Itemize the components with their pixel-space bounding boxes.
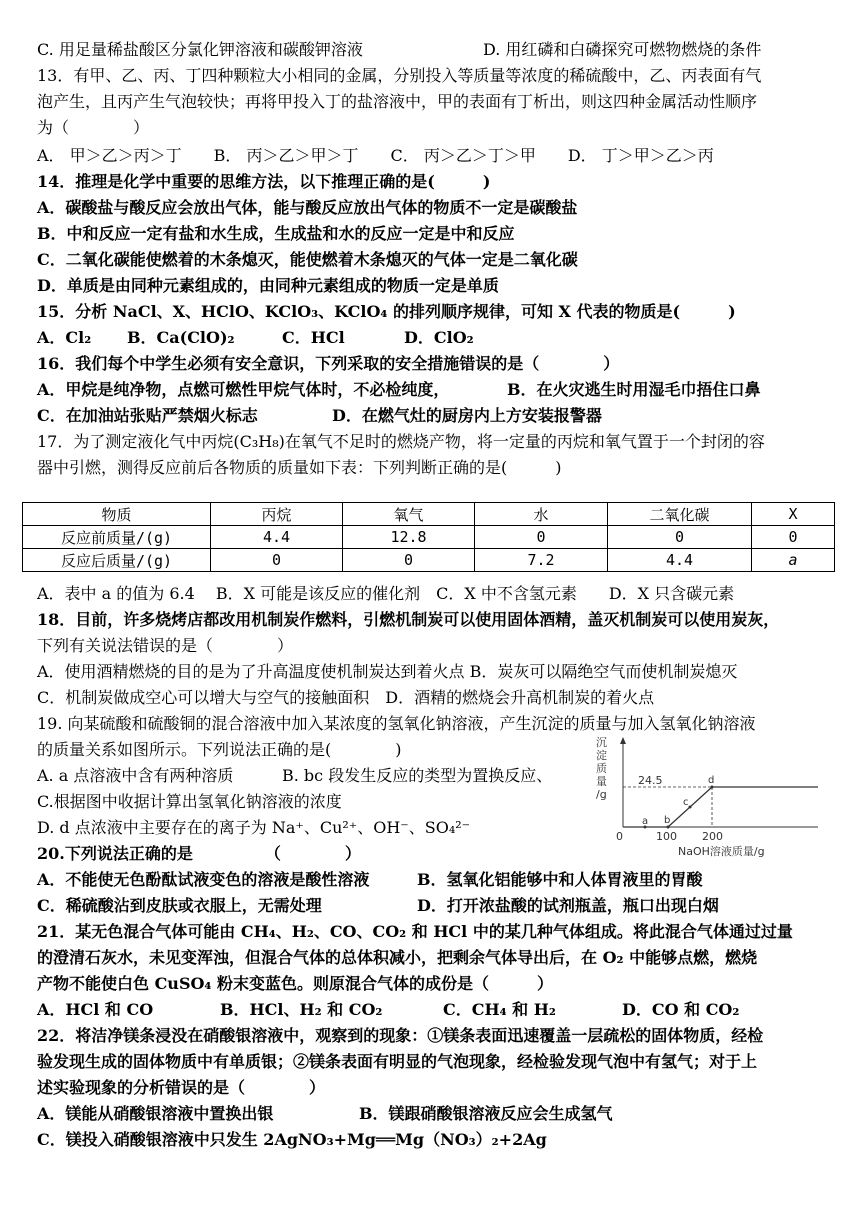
table-cell: 反应前质量/(g) [23, 526, 211, 549]
q21-option-d: D．CO 和 CO₂ [622, 1000, 740, 1019]
point-a-label: a [642, 816, 649, 827]
table-cell: 4.4 [608, 549, 752, 572]
x-tick-label: 100 [656, 830, 677, 843]
q16-option-a: A．甲烷是纯净物，点燃可燃性甲烷气体时，不必检纯度， [37, 380, 450, 399]
table-header-cell: X [752, 503, 835, 526]
y-label-line: 量 [596, 775, 607, 788]
q15-option-b: B．Ca(ClO)₂ [127, 328, 235, 347]
table-cell: 7.2 [475, 549, 608, 572]
q16-option-d: D．在燃气灶的厨房内上方安装报警器 [332, 406, 602, 425]
q15-option-c: C．HCl [282, 328, 345, 347]
q21-option-a: A．HCl 和 CO [37, 1000, 154, 1019]
table-cell: 12.8 [343, 526, 475, 549]
q14-option-b: B．中和反应一定有盐和水生成，生成盐和水的反应一定是中和反应 [37, 224, 515, 243]
q19-option-d: D. d 点浓液中主要存在的离子为 Na⁺、Cu²⁺、OH⁻、SO₄²⁻ [37, 818, 471, 837]
mass-data-table [22, 502, 835, 572]
q13-stem-line2: 泡产生，且丙产生气泡较快；再将甲投入丁的盐溶液中，甲的表面有丁析出，则这四种金属活动性顺序 [37, 92, 758, 111]
q13-stem-line3: 为（ ） [37, 118, 150, 137]
q19-option-a: A. a 点溶液中含有两种溶质 [37, 766, 234, 785]
q18-option-cd: C．机制炭做成空心可以增大与空气的接触面积 D．酒精的燃烧会升高机制炭的着火点 [37, 688, 655, 707]
y-label-line: 淀 [596, 749, 607, 762]
q22-option-a: A．镁能从硝酸银溶液中置换出银 [37, 1104, 274, 1123]
q21-option-c: C．CH₄ 和 H₂ [443, 1000, 556, 1019]
point-c-label: c [683, 797, 689, 808]
q16-stem: 16．我们每个中学生必须有安全意识，下列采取的安全措施错误的是（ ） [37, 354, 620, 373]
q12-option-c: C. 用足量稀盐酸区分氯化钾溶液和碳酸钾溶液 [37, 40, 363, 59]
q22-stem-line3: 述实验现象的分析错误的是（ ） [37, 1078, 326, 1097]
q20-stem: 20.下列说法正确的是 （ ） [37, 844, 361, 863]
q15-options [37, 326, 836, 350]
q20-option-c: C．稀硫酸沾到皮肤或衣服上，无需处理 [37, 896, 322, 915]
table-cell: 0 [752, 526, 835, 549]
q22-stem-line1: 22．将洁净镁条浸没在硝酸银溶液中，观察到的现象：①镁条表面迅速覆盖一层疏松的固体物质，经检 [37, 1026, 764, 1045]
q14-option-c: C．二氧化碳能使燃着的木条熄灭，能使燃着木条熄灭的气体一定是二氧化碳 [37, 250, 578, 269]
q22-stem-line2: 验发现生成的固体物质中有单质银；②镁条表面有明显的气泡现象，经检验发现气泡中有氢气；对于上 [37, 1052, 758, 1071]
table-header-row [23, 503, 835, 526]
table-cell: 反应后质量/(g) [23, 549, 211, 572]
x-axis-label: NaOH溶液质量/g [678, 845, 765, 858]
table-cell: 0 [211, 549, 343, 572]
q16-option-row2 [37, 404, 836, 428]
q20-option-d: D．打开浓盐酸的试剂瓶盖，瓶口出现白烟 [417, 896, 719, 915]
x-tick-label: 0 [616, 830, 623, 843]
precipitate-curve [623, 787, 818, 827]
q18-stem-line2: 下列有关说法错误的是（ ） [37, 636, 294, 655]
x-tick-label: 200 [702, 830, 723, 843]
q16-option-row1 [37, 378, 836, 402]
q22-option-b: B．镁跟硝酸银溶液反应会生成氢气 [359, 1104, 613, 1123]
q19-option-b: B. bc 段发生反应的类型为置换反应、 [282, 766, 553, 785]
table-cell: 4.4 [211, 526, 343, 549]
q20-option-b: B．氢氧化铝能够中和人体胃液里的胃酸 [417, 870, 703, 889]
table-row [23, 526, 835, 549]
y-label-line: 质 [596, 762, 607, 775]
q18-stem-line1: 18．目前，许多烧烤店都改用机制炭作燃料，引燃机制炭可以使用固体酒精，盖灭机制炭可以使用炭灰， [37, 610, 780, 629]
table-row [23, 549, 835, 572]
q17-stem-line2: 器中引燃，测得反应前后各物质的质量如下表：下列判断正确的是( ) [37, 458, 562, 477]
q15-option-a: A．Cl₂ [37, 328, 92, 347]
q12-option-d: D. 用红磷和白磷探究可燃物燃烧的条件 [483, 40, 762, 59]
q14-option-a: A．碳酸盐与酸反应会放出气体，能与酸反应放出气体的物质不一定是碳酸盐 [37, 198, 578, 217]
table-cell: a [752, 549, 835, 572]
y-label-line: 沉 [596, 736, 607, 749]
q17-options: A．表中 a 的值为 6.4 B．X 可能是该反应的催化剂 C．X 中不含氢元素 D．X 只含碳元素 [37, 584, 735, 603]
q16-option-b: B．在火灾逃生时用湿毛巾捂住口鼻 [507, 380, 761, 399]
q22-option-row1 [37, 1102, 836, 1126]
y-value-label: 24.5 [638, 774, 663, 787]
q14-option-d: D．单质是由同种元素组成的，由同种元素组成的物质一定是单质 [37, 276, 499, 295]
table-header-cell: 氧气 [343, 503, 475, 526]
q13-stem-line1: 13．有甲、乙、丙、丁四种颗粒大小相同的金属，分别投入等质量等浓度的稀硫酸中，乙、丙表面有气 [37, 66, 762, 85]
q19-stem-line1: 19. 向某硫酸和硫酸铜的混合溶液中加入某浓度的氢氧化钠溶液，产生沉淀的质量与加入氢氧化钠溶液 [37, 714, 756, 733]
q12-option-row [37, 38, 836, 62]
q22-option-c: C．镁投入硝酸银溶液中只发生 2AgNO₃+Mg══Mg（NO₃）₂+2Ag [37, 1130, 547, 1149]
table-header-cell: 物质 [23, 503, 211, 526]
q20-option-a: A．不能使无色酚酞试液变色的溶液是酸性溶液 [37, 870, 370, 889]
q15-stem: 15．分析 NaCl、X、HClO、KClO₃、KClO₄ 的排列顺序规律，可知 X 代表的物质是( ) [37, 302, 736, 321]
table-cell: 0 [475, 526, 608, 549]
q21-stem-line2: 的澄清石灰水，未见变浑浊，但混合气体的总体积减小，把剩余气体导出后，在 O₂ 中能够点燃，燃烧 [37, 948, 758, 967]
q21-stem-line3: 产物不能使白色 CuSO₄ 粉末变蓝色。则原混合气体的成份是（ ） [37, 974, 554, 993]
q21-stem-line1: 21．某无色混合气体可能由 CH₄、H₂、CO、CO₂ 和 HCl 中的某几种气体组成。将此混合气体通过过量 [37, 922, 793, 941]
q17-stem-line1: 17．为了测定液化气中丙烷(C₃H₈)在氧气不足时的燃烧产物，将一定量的丙烷和氧气置于一个封闭的容 [37, 432, 765, 451]
q16-option-c: C．在加油站张贴严禁烟火标志 [37, 406, 258, 425]
point-c-marker [689, 806, 692, 809]
q21-option-b: B．HCl、H₂ 和 CO₂ [220, 1000, 383, 1019]
y-axis-arrow [620, 737, 626, 744]
point-d-label: d [708, 775, 715, 786]
table-cell: 0 [343, 549, 475, 572]
q19-stem-line2: 的质量关系如图所示。下列说法正确的是( ) [37, 740, 402, 759]
y-axis-label [596, 736, 607, 801]
q21-options [37, 998, 836, 1022]
table-header-cell: 丙烷 [211, 503, 343, 526]
q18-option-ab: A．使用酒精燃烧的目的是为了升高温度使机制炭达到着火点 B．炭灰可以隔绝空气而使机制炭熄灭 [37, 662, 738, 681]
q15-option-d: D．ClO₂ [404, 328, 474, 347]
q14-stem: 14．推理是化学中重要的思维方法，以下推理正确的是( ) [37, 172, 491, 191]
point-b-label: b [664, 815, 671, 826]
q19-option-c: C.根据图中收据计算出氢氧化钠溶液的浓度 [37, 792, 342, 811]
q13-options: A． 甲＞乙＞丙＞丁 B． 丙＞乙＞甲＞丁 C． 丙＞乙＞丁＞甲 D． 丁＞甲＞乙＞丙 [37, 146, 714, 165]
q20-option-row2 [37, 894, 836, 918]
table-cell: 0 [608, 526, 752, 549]
table-header-cell: 二氧化碳 [608, 503, 752, 526]
q20-option-row1 [37, 868, 836, 892]
table-header-cell: 水 [475, 503, 608, 526]
y-label-line: /g [596, 788, 607, 801]
